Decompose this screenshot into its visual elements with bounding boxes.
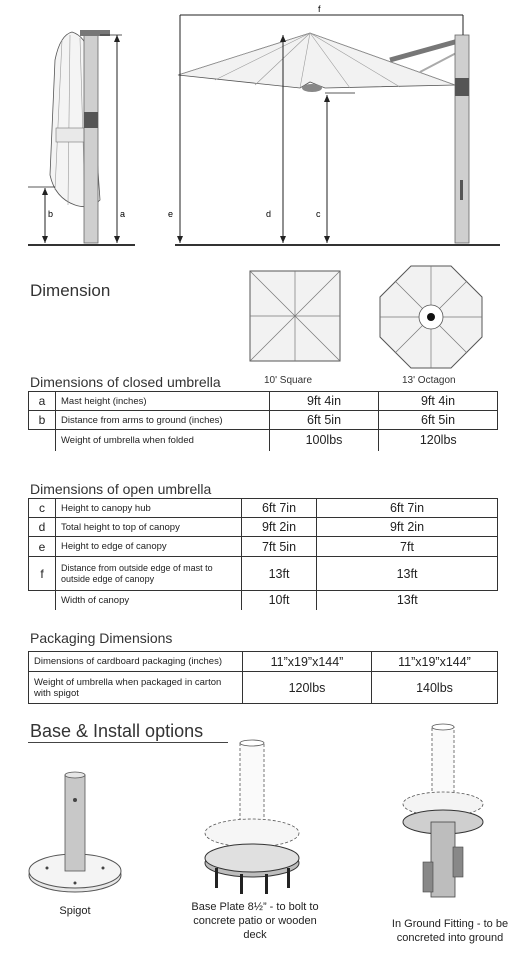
label-f: f	[318, 4, 321, 14]
row-letter: c	[29, 499, 56, 518]
row-value-square: 100lbs	[270, 430, 379, 451]
row-value-octagon: 6ft 7in	[317, 499, 498, 518]
dimension-title: Dimension	[30, 281, 111, 300]
row-label: Dimensions of cardboard packaging (inches)	[29, 652, 243, 672]
table-row	[29, 557, 498, 591]
packaging-table	[28, 651, 498, 704]
label-a: a	[120, 209, 126, 219]
row-label: Distance from outside edge of mast to outside edge of canopy	[56, 557, 242, 591]
umbrella-dimension-diagram	[0, 0, 530, 255]
row-letter	[29, 430, 56, 451]
label-e: e	[168, 209, 174, 219]
closed-umbrella-table	[28, 391, 498, 451]
row-value-octagon: 9ft 4in	[379, 392, 498, 411]
table-row	[29, 430, 498, 451]
row-value-square: 120lbs	[243, 672, 372, 704]
spigot-illustration	[25, 770, 135, 900]
spigot-caption: Spigot	[59, 905, 91, 917]
packaging-title: Packaging Dimensions	[30, 630, 173, 646]
row-letter: b	[29, 411, 56, 430]
label-c: c	[316, 209, 321, 219]
row-label: Weight of umbrella when folded	[56, 430, 270, 451]
row-value-square: 6ft 5in	[270, 411, 379, 430]
octagon-label: 13' Octagon	[402, 375, 456, 386]
row-letter: d	[29, 518, 56, 537]
row-value-octagon: 140lbs	[372, 672, 498, 704]
square-canopy-icon	[249, 270, 341, 362]
row-letter: f	[29, 557, 56, 591]
row-label: Distance from arms to ground (inches)	[56, 411, 270, 430]
table-row	[29, 499, 498, 518]
row-letter: a	[29, 392, 56, 411]
row-value-square: 9ft 4in	[270, 392, 379, 411]
row-value-octagon: 7ft	[317, 537, 498, 557]
row-value-square: 10ft	[242, 591, 317, 610]
table-row	[29, 392, 498, 411]
table-row	[29, 672, 498, 704]
base-options-title: Base & Install options	[30, 721, 204, 741]
base-plate-illustration	[195, 738, 315, 898]
row-letter: e	[29, 537, 56, 557]
row-value-octagon: 6ft 5in	[379, 411, 498, 430]
row-label: Height to canopy hub	[56, 499, 242, 518]
row-value-square: 9ft 2in	[242, 518, 317, 537]
square-label: 10' Square	[264, 375, 313, 386]
base-plate-caption: Base Plate 8½” - to bolt to concrete patio or wooden deck	[191, 901, 319, 941]
row-value-square: 13ft	[242, 557, 317, 591]
row-label: Mast height (inches)	[56, 392, 270, 411]
table-row	[29, 411, 498, 430]
row-value-square: 11”x19”x144”	[243, 652, 372, 672]
octagon-canopy-icon	[379, 265, 483, 369]
row-value-square: 7ft 5in	[242, 537, 317, 557]
open-umbrella-table	[28, 498, 498, 610]
ground-fitting-caption: In Ground Fitting - to be concreted into ground	[391, 918, 509, 944]
row-value-octagon: 9ft 2in	[317, 518, 498, 537]
open-umbrella-title: Dimensions of open umbrella	[30, 481, 212, 497]
table-row	[29, 537, 498, 557]
row-value-octagon: 13ft	[317, 557, 498, 591]
label-d: d	[266, 209, 272, 219]
row-letter	[29, 591, 56, 610]
row-label: Width of canopy	[56, 591, 242, 610]
row-value-square: 6ft 7in	[242, 499, 317, 518]
closed-umbrella-title: Dimensions of closed umbrella	[30, 374, 221, 390]
table-row	[29, 518, 498, 537]
row-value-octagon: 13ft	[317, 591, 498, 610]
row-label: Total height to top of canopy	[56, 518, 242, 537]
row-value-octagon: 11”x19”x144”	[372, 652, 498, 672]
table-row	[29, 591, 498, 610]
row-value-octagon: 120lbs	[379, 430, 498, 451]
row-label: Weight of umbrella when packaged in carton with spigot	[29, 672, 243, 704]
ground-fitting-illustration	[395, 722, 505, 912]
table-row	[29, 652, 498, 672]
row-label: Height to edge of canopy	[56, 537, 242, 557]
label-b: b	[48, 209, 54, 219]
